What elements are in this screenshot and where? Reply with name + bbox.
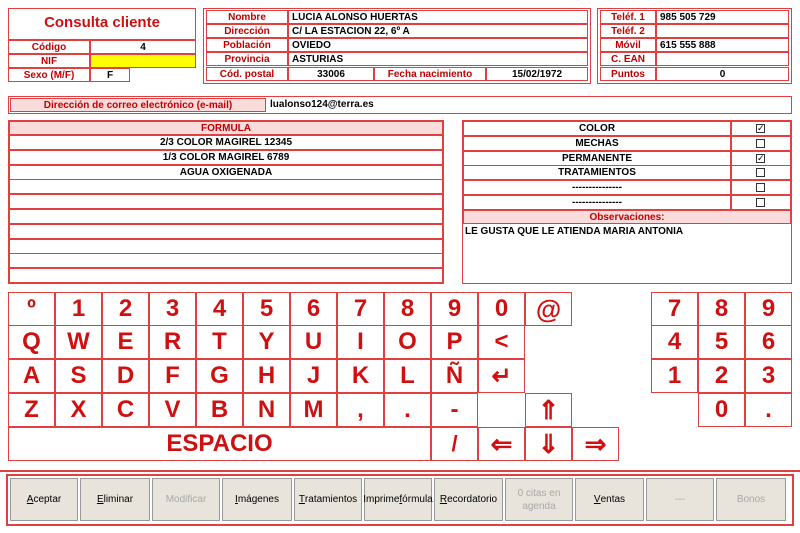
key-row4-8[interactable]: .	[384, 393, 431, 427]
key-row3-1[interactable]: S	[55, 359, 102, 393]
email-field[interactable]: lualonso124@terra.es	[270, 99, 374, 110]
key-row3-2[interactable]: D	[102, 359, 149, 393]
telef2-label: Teléf. 2	[600, 24, 656, 38]
button-9: ---	[646, 478, 714, 521]
button-4[interactable]: T ratamientos	[294, 478, 362, 521]
key-row4-2[interactable]: C	[102, 393, 149, 427]
key-row2-9[interactable]: P	[431, 325, 478, 359]
key-row4-3[interactable]: V	[149, 393, 196, 427]
numpad-2[interactable]: 2	[698, 359, 745, 393]
formula-row[interactable]	[9, 224, 443, 239]
checkbox-unchecked[interactable]	[756, 183, 765, 192]
key-row3-0[interactable]: A	[8, 359, 55, 393]
key-row4-6[interactable]: M	[290, 393, 337, 427]
page-title: Consulta cliente	[44, 14, 160, 31]
key-row3-6[interactable]: J	[290, 359, 337, 393]
key-row3-7[interactable]: K	[337, 359, 384, 393]
key-6[interactable]: 6	[290, 292, 337, 326]
key-row3-9[interactable]: Ñ	[431, 359, 478, 393]
direccion-field[interactable]: C/ LA ESTACION 22, 6º A	[288, 24, 588, 38]
movil-field[interactable]: 615 555 888	[656, 38, 789, 52]
formula-row[interactable]	[9, 179, 443, 194]
email-label: Dirección de correo electrónico (e-mail)	[10, 98, 266, 112]
checkbox-unchecked[interactable]	[756, 198, 765, 207]
key-11[interactable]: @	[525, 292, 572, 326]
provincia-label: Provincia	[206, 52, 288, 66]
key-row2-6[interactable]: U	[290, 325, 337, 359]
telef2-field[interactable]	[656, 24, 789, 38]
key-row3-4[interactable]: G	[196, 359, 243, 393]
space-key[interactable]: ESPACIO	[8, 427, 431, 461]
key-10[interactable]: 0	[478, 292, 525, 326]
puntos-field[interactable]: 0	[656, 67, 789, 81]
numpad-5[interactable]: 5	[698, 325, 745, 359]
numpad-0[interactable]: 0	[698, 393, 745, 427]
formula-row[interactable]	[9, 268, 443, 283]
key-row4-7[interactable]: ,	[337, 393, 384, 427]
sexo-field[interactable]: F	[90, 68, 130, 82]
cp-label: Cód. postal	[206, 67, 288, 81]
key-row2-2[interactable]: E	[102, 325, 149, 359]
codigo-label: Código	[8, 40, 90, 54]
checkbox-unchecked[interactable]	[756, 168, 765, 177]
key-row2-1[interactable]: W	[55, 325, 102, 359]
nif-field[interactable]	[90, 54, 196, 68]
formula-row[interactable]: AGUA OXIGENADA	[9, 165, 443, 180]
direccion-label: Dirección	[206, 24, 288, 38]
key-2[interactable]: 2	[102, 292, 149, 326]
key-5[interactable]: 5	[243, 292, 290, 326]
numpad-4[interactable]: 4	[651, 325, 698, 359]
service-label: PERMANENTE	[463, 151, 731, 166]
key-0[interactable]: º	[8, 292, 55, 326]
key-4[interactable]: 4	[196, 292, 243, 326]
numpad-8[interactable]: 8	[698, 292, 745, 326]
button-6[interactable]: R ecordatorio	[434, 478, 503, 521]
arrow-left-key[interactable]: ⇐	[478, 427, 525, 461]
numpad-9[interactable]: 9	[745, 292, 792, 326]
formula-row[interactable]: 2/3 COLOR MAGIREL 12345	[9, 135, 443, 150]
nombre-field[interactable]: LUCIA ALONSO HUERTAS	[288, 10, 588, 24]
nacimiento-field[interactable]: 15/02/1972	[486, 67, 588, 81]
key-1[interactable]: 1	[55, 292, 102, 326]
service-label: ---------------	[463, 180, 731, 195]
button-0[interactable]: A ceptar	[10, 478, 78, 521]
formula-row[interactable]: 1/3 COLOR MAGIREL 6789	[9, 150, 443, 165]
button-2: Modificar	[152, 478, 220, 521]
numpad-6[interactable]: 6	[745, 325, 792, 359]
observaciones-text[interactable]: LE GUSTA QUE LE ATIENDA MARIA ANTONIA	[465, 226, 684, 237]
formula-row[interactable]	[9, 209, 443, 224]
key-row4-9[interactable]: -	[431, 393, 478, 427]
checkbox-checked[interactable]: ✓	[757, 152, 765, 163]
codigo-field[interactable]: 4	[90, 40, 196, 54]
service-label: MECHAS	[463, 136, 731, 151]
checkbox-checked[interactable]: ✓	[757, 123, 765, 133]
service-label: ---------------	[463, 195, 731, 210]
slash-key[interactable]: /	[431, 427, 478, 461]
key-row4-1[interactable]: X	[55, 393, 102, 427]
cp-field[interactable]: 33006	[288, 67, 374, 81]
puntos-label: Puntos	[600, 67, 656, 81]
key-8[interactable]: 8	[384, 292, 431, 326]
key-row2-10[interactable]: <	[478, 325, 525, 359]
sexo-label: Sexo (M/F)	[8, 68, 90, 82]
key-row4-5[interactable]: N	[243, 393, 290, 427]
checkbox-unchecked[interactable]	[756, 139, 765, 148]
nacimiento-label: Fecha nacimiento	[374, 67, 486, 81]
key-3[interactable]: 3	[149, 292, 196, 326]
arrow-right-key[interactable]: ⇒	[572, 427, 619, 461]
provincia-field[interactable]: ASTURIAS	[288, 52, 588, 66]
formula-row[interactable]	[9, 239, 443, 254]
numpad-3[interactable]: 3	[745, 359, 792, 393]
key-row2-0[interactable]: Q	[8, 325, 55, 359]
numpad-1[interactable]: 1	[651, 359, 698, 393]
telef1-label: Teléf. 1	[600, 10, 656, 24]
button-3[interactable]: I mágenes	[222, 478, 292, 521]
key-row3-10[interactable]: ↵	[478, 359, 525, 393]
service-label: COLOR	[463, 121, 731, 136]
button-7: 0 citas en agenda	[505, 478, 573, 521]
key-row4-4[interactable]: B	[196, 393, 243, 427]
key-row3-8[interactable]: L	[384, 359, 431, 393]
button-8[interactable]: V entas	[575, 478, 644, 521]
formula-row[interactable]	[9, 194, 443, 209]
bottom-divider	[0, 470, 800, 472]
observaciones-header: Observaciones:	[463, 210, 791, 224]
poblacion-field[interactable]: OVIEDO	[288, 38, 588, 52]
cean-label: C. EAN	[600, 52, 656, 66]
key-row2-4[interactable]: T	[196, 325, 243, 359]
key-row2-5[interactable]: Y	[243, 325, 290, 359]
key-row2-8[interactable]: O	[384, 325, 431, 359]
nombre-label: Nombre	[206, 10, 288, 24]
button-1[interactable]: E liminar	[80, 478, 150, 521]
arrow-up-key[interactable]: ⇑	[525, 393, 572, 427]
button-5[interactable]: Imprime f órmula	[364, 478, 432, 521]
button-10: Bonos	[716, 478, 786, 521]
key-row3-3[interactable]: F	[149, 359, 196, 393]
key-row2-3[interactable]: R	[149, 325, 196, 359]
key-9[interactable]: 9	[431, 292, 478, 326]
formula-row[interactable]	[9, 253, 443, 268]
service-label: TRATAMIENTOS	[463, 165, 731, 180]
numpad-dot[interactable]: .	[745, 393, 792, 427]
telef1-field[interactable]: 985 505 729	[656, 10, 789, 24]
key-7[interactable]: 7	[337, 292, 384, 326]
arrow-down-key[interactable]: ⇓	[525, 427, 572, 461]
poblacion-label: Población	[206, 38, 288, 52]
numpad-7[interactable]: 7	[651, 292, 698, 326]
movil-label: Móvil	[600, 38, 656, 52]
key-row3-5[interactable]: H	[243, 359, 290, 393]
key-row2-7[interactable]: I	[337, 325, 384, 359]
nif-label: NIF	[8, 54, 90, 68]
cean-field[interactable]	[656, 52, 789, 66]
key-row4-0[interactable]: Z	[8, 393, 55, 427]
formula-header: FORMULA	[9, 121, 443, 135]
